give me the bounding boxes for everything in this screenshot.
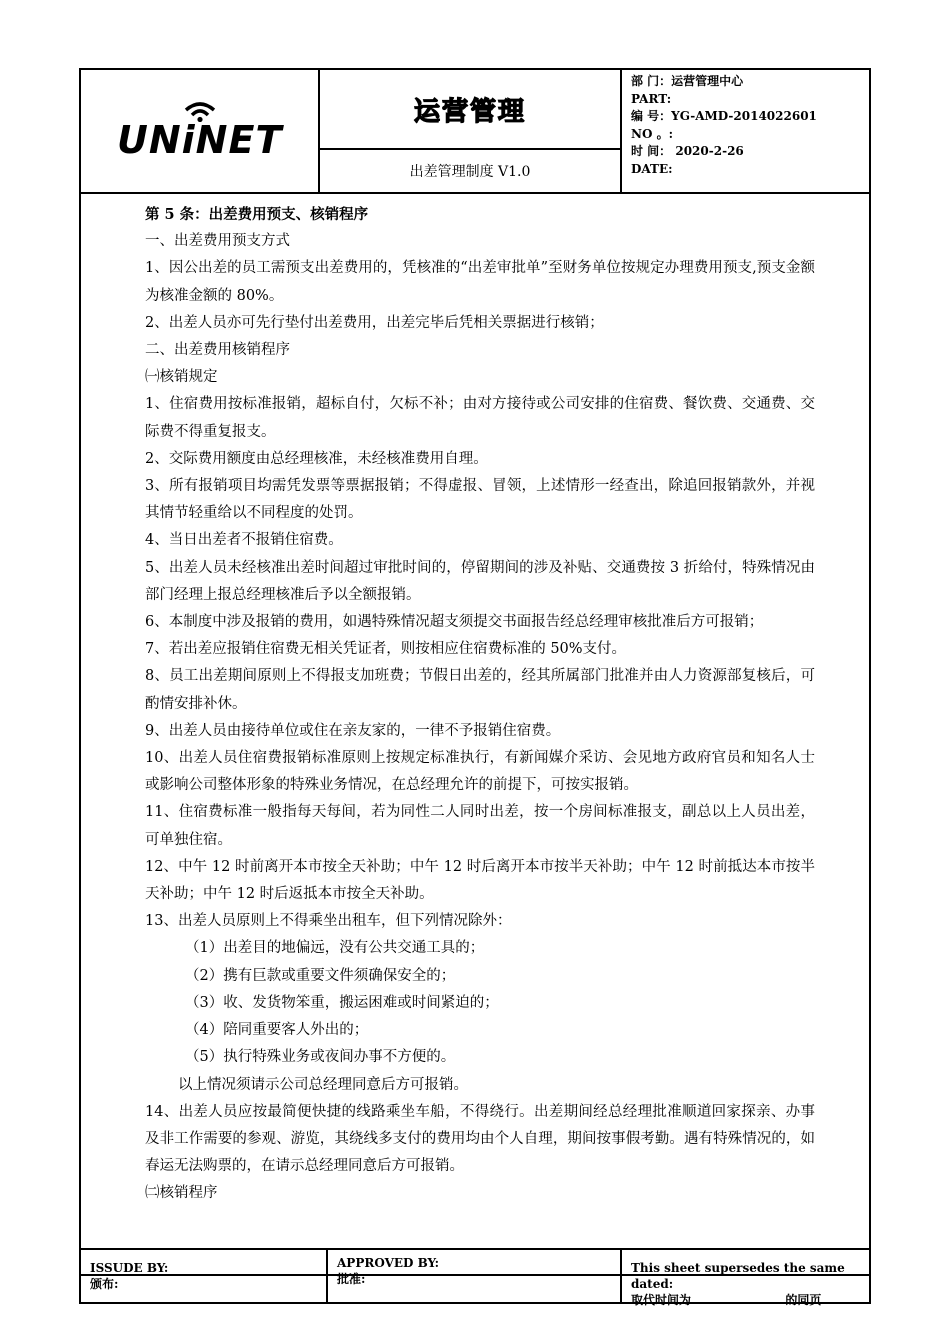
supersedes-label-cn-a: 取代时间为: [631, 1293, 692, 1307]
document-body: [145, 201, 815, 1208]
rule-item: 8、员工出差期间原则上不得报支加班费；节假日出差的，经其所属部门批准并由人力资源部复核后，可酌情安排补休。: [145, 668, 815, 712]
rule-item: 3、所有报销项目均需凭发票等票据报销；不得虚报、冒领，上述情形一经查出，除追回报销款外，并视其情节轻重给以不同程度的处罚。: [145, 478, 815, 522]
title-cell: [320, 70, 622, 192]
rule-item: 5、出差人员未经核准出差时间超过审批时间的，停留期间的涉及补贴、交通费按 3 折给付，特殊情况由部门经理上报总经理核准后予以全额报销。: [145, 559, 815, 603]
meta-date: DATE:: [631, 161, 673, 176]
note: 以上情况须请示公司总经理同意后方可报销。: [178, 1076, 468, 1093]
rule-item: 12、中午 12 时前离开本市按全天补助；中午 12 时后离开本市按半天补助；中午 12 时前抵达本市按半天补助；中午 12 时后返抵本市按全天补助。: [145, 858, 815, 903]
meta-no: NO 。:: [631, 126, 674, 141]
document-title: 运营管理: [413, 96, 526, 127]
meta-cell: [622, 70, 869, 192]
article-heading: 第 5 条：出差费用预支、核销程序: [145, 206, 369, 223]
sub-list-item: （1）出差目的地偏远，没有公共交通工具的；: [185, 940, 485, 957]
subsection-title: ㈠核销规定: [145, 369, 218, 386]
logo-cell: [81, 70, 320, 192]
paragraph: 1、因公出差的员工需预支出差费用的，凭核准的“出差审批单”至财务单位按规定办理费用预支,预支金额为核准金额的 80%。: [145, 260, 815, 304]
supersedes-label-cn: [631, 1292, 869, 1308]
paragraph: 2、出差人员亦可先行垫付出差费用，出差完毕后凭相关票据进行核销；: [145, 314, 604, 331]
sub-list-item: （5）执行特殊业务或夜间办事不方便的。: [185, 1049, 456, 1066]
supersedes-cell: [622, 1250, 869, 1307]
rule-item: 1、住宿费用按标准报销，超标自付，欠标不补；由对方接待或公司安排的住宿费、餐饮费、交通费、交际费不得重复报支。: [145, 396, 815, 440]
approved-by-cell: [328, 1250, 622, 1302]
rule-item: 2、交际费用额度由总经理核准，未经核准费用自理。: [145, 450, 488, 467]
approved-by-label-cn: 批准:: [337, 1272, 366, 1286]
issued-by-cell: [81, 1250, 328, 1302]
supersedes-label-cn-b: 的同页: [785, 1293, 822, 1307]
rule-item: 7、若出差应报销住宿费无相关凭证者，则按相应住宿费标准的 50%支付。: [145, 641, 627, 658]
supersedes-label-en: This sheet supersedes the same dated:: [631, 1261, 845, 1291]
issued-by-label-en: ISSUDE BY:: [90, 1261, 169, 1275]
rule-item: 13、出差人员原则上不得乘坐出租车，但下列情况除外：: [145, 913, 512, 930]
document-footer: [79, 1248, 871, 1307]
document-header: [81, 70, 869, 194]
title-top: [320, 70, 620, 150]
meta-department: 部 门：运营管理中心: [631, 74, 744, 88]
meta-time: 时 间： 2020-2-26: [631, 144, 744, 159]
rule-item: 4、当日出差者不报销住宿费。: [145, 532, 343, 549]
company-logo: [117, 100, 293, 160]
sub-list-item: （2）携有巨款或重要文件须确保安全的；: [185, 967, 456, 984]
sub-list-item: （4）陪同重要客人外出的；: [185, 1022, 369, 1039]
issued-by-label-cn: 颁布:: [90, 1277, 119, 1291]
rule-item: 10、出差人员住宿费报销标准原则上按规定标准执行，有新闻媒介采访、会见地方政府官员和知名人士或影响公司整体形象的特殊业务情况，在总经理允许的前提下，可按实报销。: [145, 750, 815, 794]
section-title: 一、出差费用预支方式: [145, 233, 290, 250]
approved-by-label-en: APPROVED BY:: [337, 1256, 440, 1270]
document-frame: [79, 68, 871, 1276]
rule-item: 14、出差人员应按最简便快捷的线路乘坐车船，不得绕行。出差期间经总经理批准顺道回家探亲、办事及非工作需要的参观、游览，其绕线多支付的费用均由个人自理，期间按事假考勤。遇有特殊情况的，如春运无法购票的，在请示总经理同意后方可报销。: [145, 1103, 815, 1175]
meta-number: 编 号：YG-AMD-2014022601: [631, 109, 817, 124]
rule-item: 6、本制度中涉及报销的费用，如遇特殊情况超支须提交书面报告经总经理审核批准后方可报销；: [145, 614, 764, 631]
sub-list-item: （3）收、发货物笨重，搬运困难或时间紧迫的；: [185, 994, 499, 1011]
document-subtitle: 出差管理制度 V1.0: [409, 164, 531, 180]
subsection-title: ㈡核销程序: [145, 1185, 218, 1202]
meta-part: PART:: [631, 91, 672, 106]
rule-item: 9、出差人员由接待单位或住在亲友家的，一律不予报销住宿费。: [145, 722, 561, 739]
rule-item: 11、住宿费标准一般指每天每间，若为同性二人同时出差，按一个房间标准报支，副总以上人员出差，可单独住宿。: [145, 804, 815, 848]
logo-text: UNiNET: [117, 118, 283, 162]
section-title: 二、出差费用核销程序: [145, 342, 290, 359]
